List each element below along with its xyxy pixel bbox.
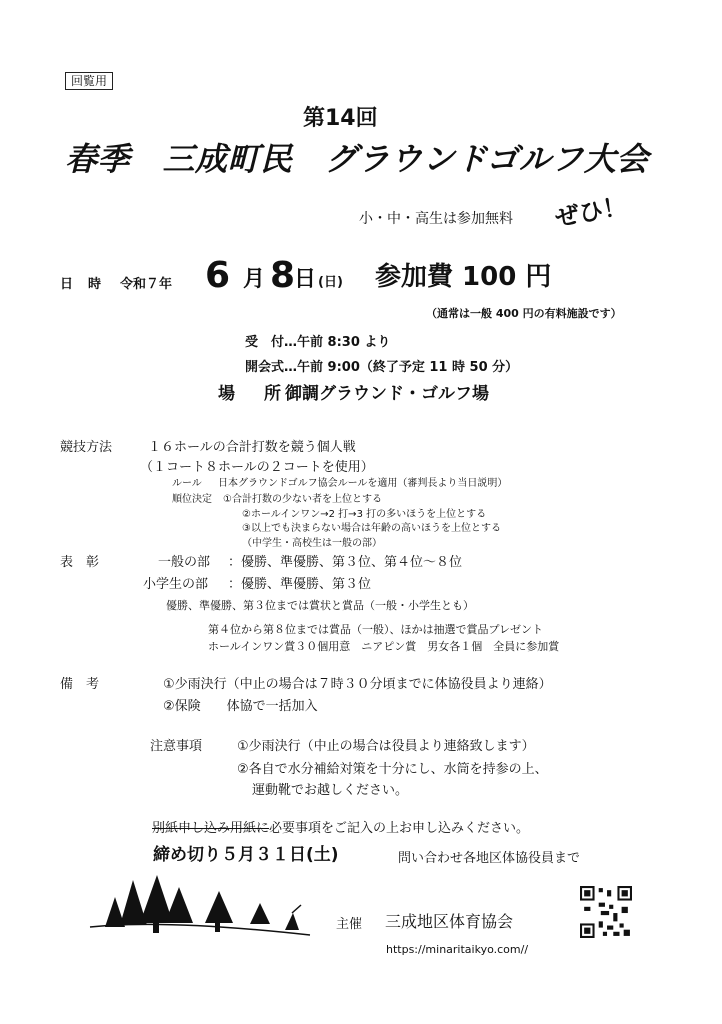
rule-label: ルール — [172, 478, 202, 489]
competition-description: １６ホールの合計打数を競う個人戦 — [148, 440, 356, 455]
rule-text: 日本グラウンドゴルフ協会ルールを適用（審判長より当日説明） — [218, 478, 508, 489]
venue-name: 御調グラウンド・ゴルフ場 — [285, 384, 489, 404]
competition-courts: （１コート８ホールの２コートを使用） — [140, 460, 374, 475]
awards-note-1: 優勝、準優勝、第３位までは賞状と賞品（一般・小学生とも） — [166, 599, 474, 612]
cautions-item-2: ②各自で水分補給対策を十分にし、水筒を持参の上、 — [237, 762, 548, 777]
awards-label: 表 彰 — [60, 555, 100, 570]
ranking-note: （中学生・高校生は一般の部） — [242, 538, 382, 549]
cautions-label: 注意事項 — [150, 739, 203, 754]
date-era: 令和７年 — [120, 277, 173, 292]
ranking-rule-1: ①合計打数の少ない者を上位とする — [223, 494, 382, 505]
awards-general-label: 一般の部 — [158, 555, 211, 570]
ranking-rule-2: ②ホールインワン→2 打→3 打の多いほうを上位とする — [242, 509, 487, 520]
circulation-stamp: 回覧用 — [65, 72, 113, 90]
awards-note-3: ホールインワン賞３０個用意 ニアピン賞 男女各１個 全員に参加賞 — [208, 640, 560, 653]
website-url: https://minaritaikyo.com// — [386, 943, 529, 956]
awards-general: ：優勝、準優勝、第３位、第４位～８位 — [228, 555, 463, 570]
date-month: 6 — [205, 255, 231, 296]
date-weekday: (日) — [318, 275, 343, 290]
edition-number: 第14回 — [303, 106, 378, 131]
application-text: 必要事項をご記入の上お申し込みください。 — [269, 821, 530, 836]
fee-label: 参加費 100 円 — [375, 262, 552, 292]
inquiry-note: 問い合わせ各地区体協役員まで — [398, 851, 581, 866]
venue-label: 場 所 — [218, 384, 287, 404]
organizer-name: 三成地区体育協会 — [385, 912, 514, 931]
reception-time: 受 付…午前 8:30 より — [245, 335, 391, 350]
date-month-unit: 月 — [243, 267, 266, 292]
awards-note-2: 第４位から第８位までは賞品（一般）、ほかは抽選で賞品プレゼント — [208, 623, 544, 636]
date-label: 日 時 — [60, 277, 103, 292]
application-note — [152, 822, 529, 835]
remarks-item-1: ①少雨決行（中止の場合は７時３０分頃までに体協役員より連絡） — [163, 677, 552, 692]
ranking-label: 順位決定 — [172, 494, 212, 505]
free-participation-note: 小・中・高生は参加無料 — [359, 211, 513, 227]
fee-note: （通常は一般 400 円の有料施設です） — [426, 307, 622, 320]
organizer-label: 主催 — [336, 917, 363, 932]
awards-elementary: ：優勝、準優勝、第３位 — [228, 577, 372, 592]
event-title: 春季 三成町民 グラウンドゴルフ大会 — [65, 140, 649, 178]
forest-illustration — [85, 875, 315, 945]
opening-time: 開会式…午前 9:00（終了予定 11 時 50 分） — [245, 360, 519, 375]
awards-elementary-label: 小学生の部 — [143, 577, 209, 592]
zehi-handwritten: ぜひ！ — [553, 191, 629, 233]
cautions-item-1: ①少雨決行（中止の場合は役員より連絡致します） — [237, 739, 535, 754]
deadline: 締め切り５月３１日(土) — [153, 845, 339, 865]
remarks-label: 備 考 — [60, 677, 100, 692]
application-struck-text: 別紙申し込み用紙に — [152, 821, 270, 836]
date-day: 8 — [270, 255, 296, 296]
competition-label: 競技方法 — [60, 440, 113, 455]
date-day-unit: 日 — [294, 267, 317, 292]
qr-code-icon — [580, 886, 632, 938]
remarks-item-2: ②保険 体協で一括加入 — [163, 699, 318, 714]
cautions-item-3: 運動靴でお越しください。 — [252, 783, 409, 798]
ranking-rule-3: ③以上でも決まらない場合は年齢の高いほうを上位とする — [242, 523, 501, 534]
